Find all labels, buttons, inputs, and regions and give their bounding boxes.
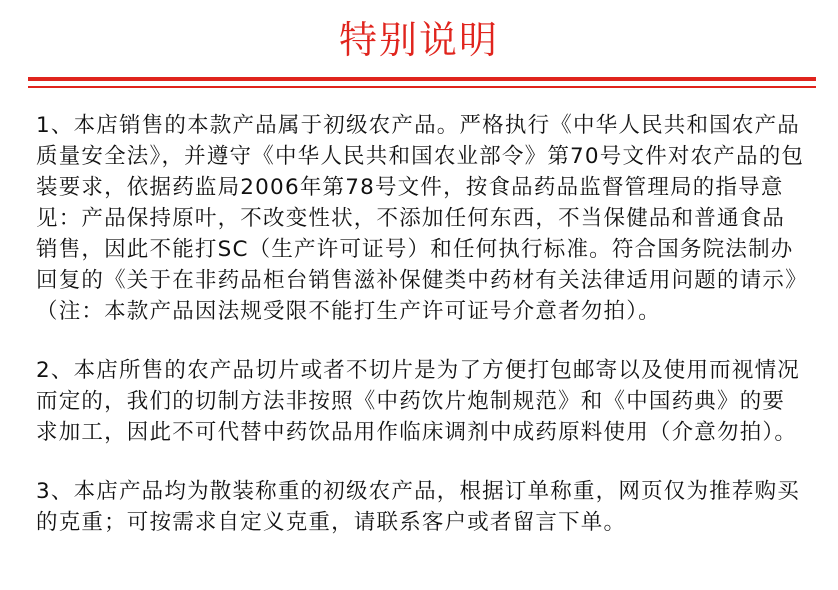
notice-body — [36, 110, 806, 566]
title-divider-thick — [28, 77, 816, 81]
notice-paragraph-3: 3、本店产品均为散装称重的初级农产品，根据订单称重，网页仅为推荐购买的克重；可按需求自定义克重，请联系客户或者留言下单。 — [36, 479, 800, 535]
notice-paragraph-2: 2、本店所售的农产品切片或者不切片是为了方便打包邮寄以及使用而视情况而定的，我们的切制方法非按照《中药饮片炮制规范》和《中国药典》的要求加工，因此不可代替中药饮品用作临床调剂中成药原料使用（介意勿拍）。 — [36, 358, 800, 445]
title-divider-thin — [28, 86, 816, 88]
page-title: 特别说明 — [338, 18, 499, 62]
notice-paragraph-1: 1、本店销售的本款产品属于初级农产品。严格执行《中华人民共和国农产品质量安全法》，并遵守《中华人民共和国农业部令》第70号文件对农产品的包装要求，依据药监局2006年第78号文件，按食品药品监督管理局的指导意见：产品保持原叶，不改变性状，不添加任何东西，不当保健品和普通食品销售，因此不能打SC（生产许可证号）和任何执行标准。符合国务院法制办回复的《关于在非药品柜台销售滋补保健类中药材有关法律适用问题的请示》（注：本款产品因法规受限不能打生产许可证号介意者勿拍）。 — [36, 113, 805, 324]
